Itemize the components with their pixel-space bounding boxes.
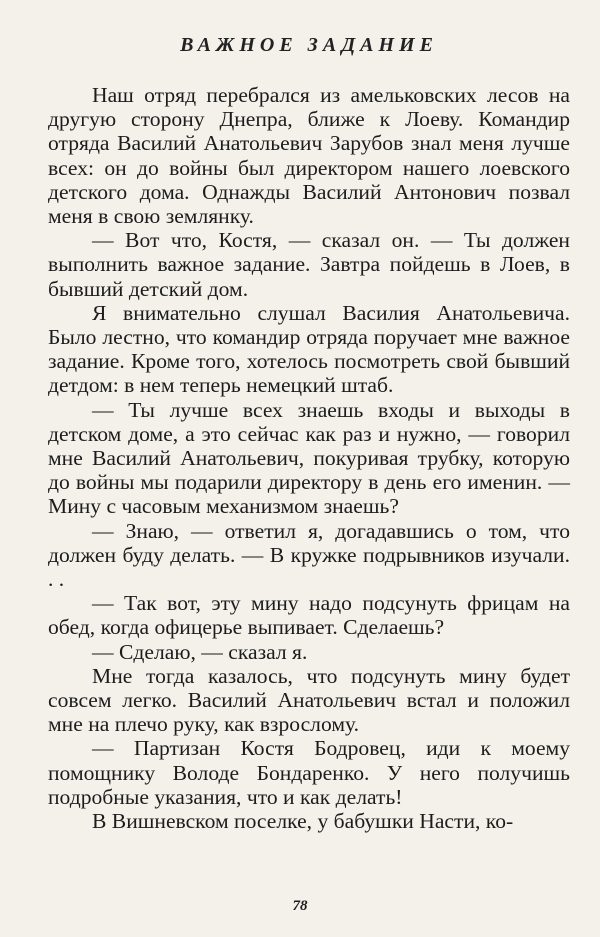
paragraph: — Знаю, — ответил я, догадавшись о том, что должен буду делать. — В кружке подрывников изучали. . . [48,518,570,592]
paragraph: — Сделаю, — сказал я. [92,639,308,664]
paragraph: В Вишневском поселке, у бабушки Насти, ко- [92,809,514,834]
body-text [48,83,570,833]
paragraph: — Так вот, эту мину надо подсунуть фрицам на обед, когда офицерье выпивает. Сделаешь? [48,591,570,640]
paragraph: — Партизан Костя Бодровец, иди к моему помощнику Володе Бондаренко. У него получишь подробные указания, что и как делать! [48,736,570,809]
paragraph: — Вот что, Костя, — сказал он. — Ты должен выполнить важное задание. Завтра пойдешь в Лоев, в бывший детский дом. [48,228,570,301]
running-title: ВАЖНОЕ ЗАДАНИЕ [180,34,438,56]
paragraph: Наш отряд перебрался из амельковских лесов на другую сторону Днепра, ближе к Лоеву. Командир отряда Василий Анатольевич Зарубов знал меня лучше всех: он до войны был директором нашего лоевского детского дома. Однажды Василий Антонович позвал меня в свою землянку. [48,83,570,229]
paragraph: Мне тогда казалось, что подсунуть мину будет совсем легко. Василий Анатольевич встал и положил мне на плечо руку, как взрослому. [48,663,570,737]
paragraph: — Ты лучше всех знаешь входы и выходы в детском доме, а это сейчас как раз и нужно, — говорил мне Василий Анатольевич, покуривая трубку, которую до войны мы подарили директору в день его именин. — Мину с часовым механизмом знаешь? [48,397,570,519]
page-number: 78 [292,898,308,914]
paragraph: Я внимательно слушал Василия Анатольевича. Было лестно, что командир отряда поручает мне важное задание. Кроме того, хотелось посмотреть свой бывший детдом: в нем теперь немецкий штаб. [48,300,570,398]
